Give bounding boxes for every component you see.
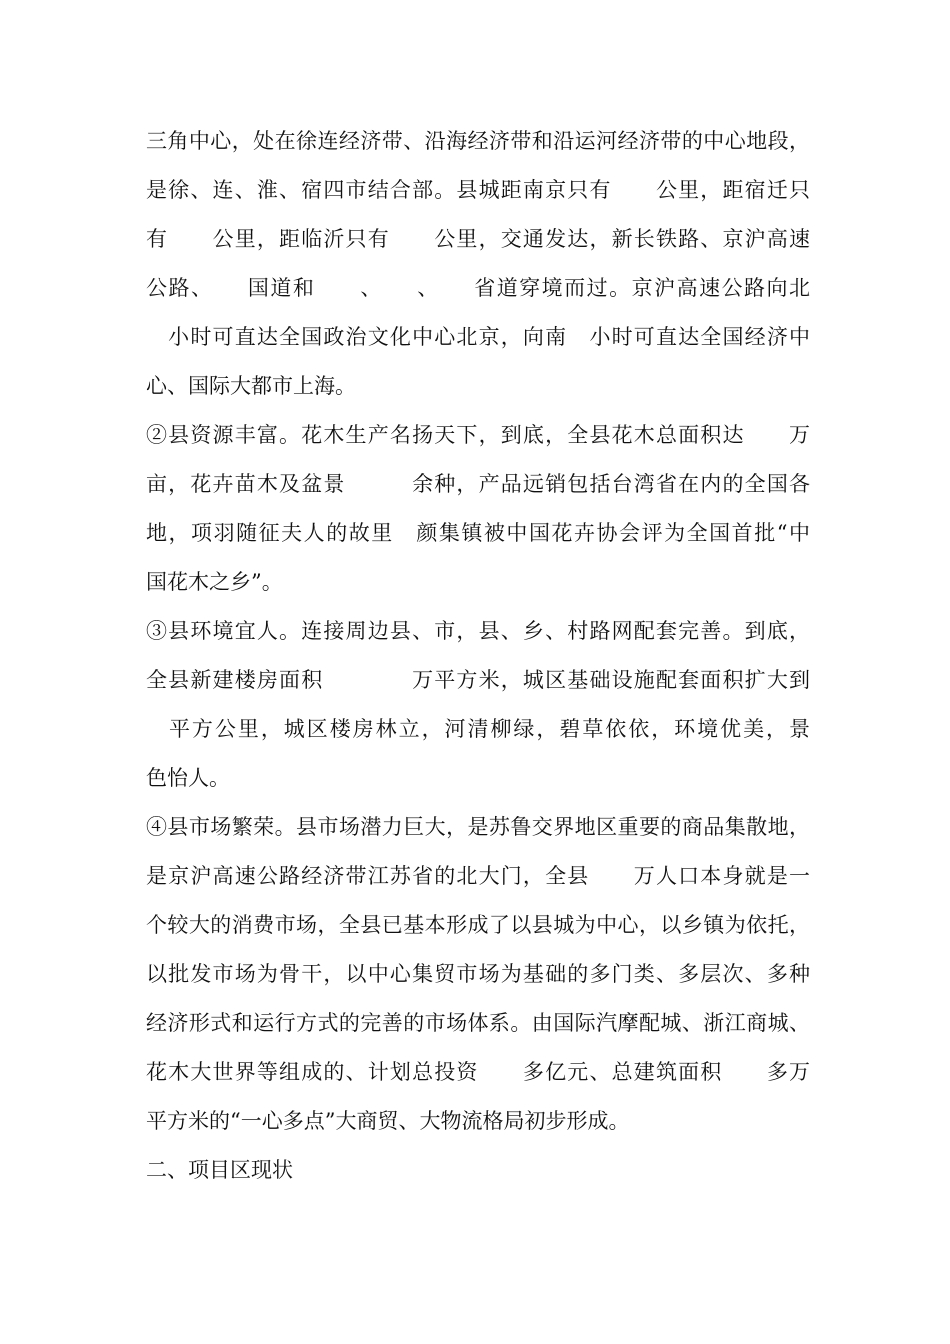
text-line-16: 是京沪高速公路经济带江苏省的北大门，全县 万人口本身就是一: [146, 864, 810, 888]
text-line-7: ②县资源丰富。花木生产名扬天下，到底，全县花木总面积达 万: [146, 423, 810, 447]
text-line-21: 平方米的“一心多点”大商贸、大物流格局初步形成。: [146, 1109, 630, 1133]
text-line-1: 三角中心，处在徐连经济带、沿海经济带和沿运河经济带的中心地段，: [146, 129, 810, 153]
text-line-6: 心、国际大都市上海。: [146, 374, 356, 398]
body-text: [146, 117, 810, 1195]
section-heading: 二、项目区现状: [146, 1158, 293, 1182]
text-line-14: 色怡人。: [146, 766, 230, 790]
text-line-15: ④县市场繁荣。县市场潜力巨大，是苏鲁交界地区重要的商品集散地，: [146, 815, 810, 839]
text-line-13: 平方公里，城区楼房林立，河清柳绿，碧草依依，环境优美，景: [146, 717, 810, 741]
text-line-11: ③县环境宜人。连接周边县、市，县、乡、村路网配套完善。到底，: [146, 619, 810, 643]
text-line-17: 个较大的消费市场，全县已基本形成了以县城为中心，以乡镇为依托，: [146, 913, 810, 937]
text-line-12: 全县新建楼房面积 万平方米，城区基础设施配套面积扩大到: [146, 668, 810, 692]
text-line-5: 小时可直达全国政治文化中心北京，向南 小时可直达全国经济中: [146, 325, 810, 349]
text-line-18: 以批发市场为骨干，以中心集贸市场为基础的多门类、多层次、多种: [146, 962, 810, 986]
text-line-2: 是徐、连、淮、宿四市结合部。县城距南京只有 公里，距宿迁只: [146, 178, 810, 202]
text-line-20: 花木大世界等组成的、计划总投资 多亿元、总建筑面积 多万: [146, 1060, 810, 1084]
text-line-3: 有 公里，距临沂只有 公里，交通发达，新长铁路、京沪高速: [146, 227, 810, 251]
text-line-8: 亩，花卉苗木及盆景 余种，产品远销包括台湾省在内的全国各: [146, 472, 810, 496]
text-line-9: 地，项羽随征夫人的故里 颜集镇被中国花卉协会评为全国首批“中: [146, 521, 810, 545]
text-line-4: 公路、 国道和 、 、 省道穿境而过。京沪高速公路向北: [146, 276, 810, 300]
text-line-19: 经济形式和运行方式的完善的市场体系。由国际汽摩配城、浙江商城、: [146, 1011, 810, 1035]
text-line-10: 国花木之乡”。: [146, 570, 283, 594]
